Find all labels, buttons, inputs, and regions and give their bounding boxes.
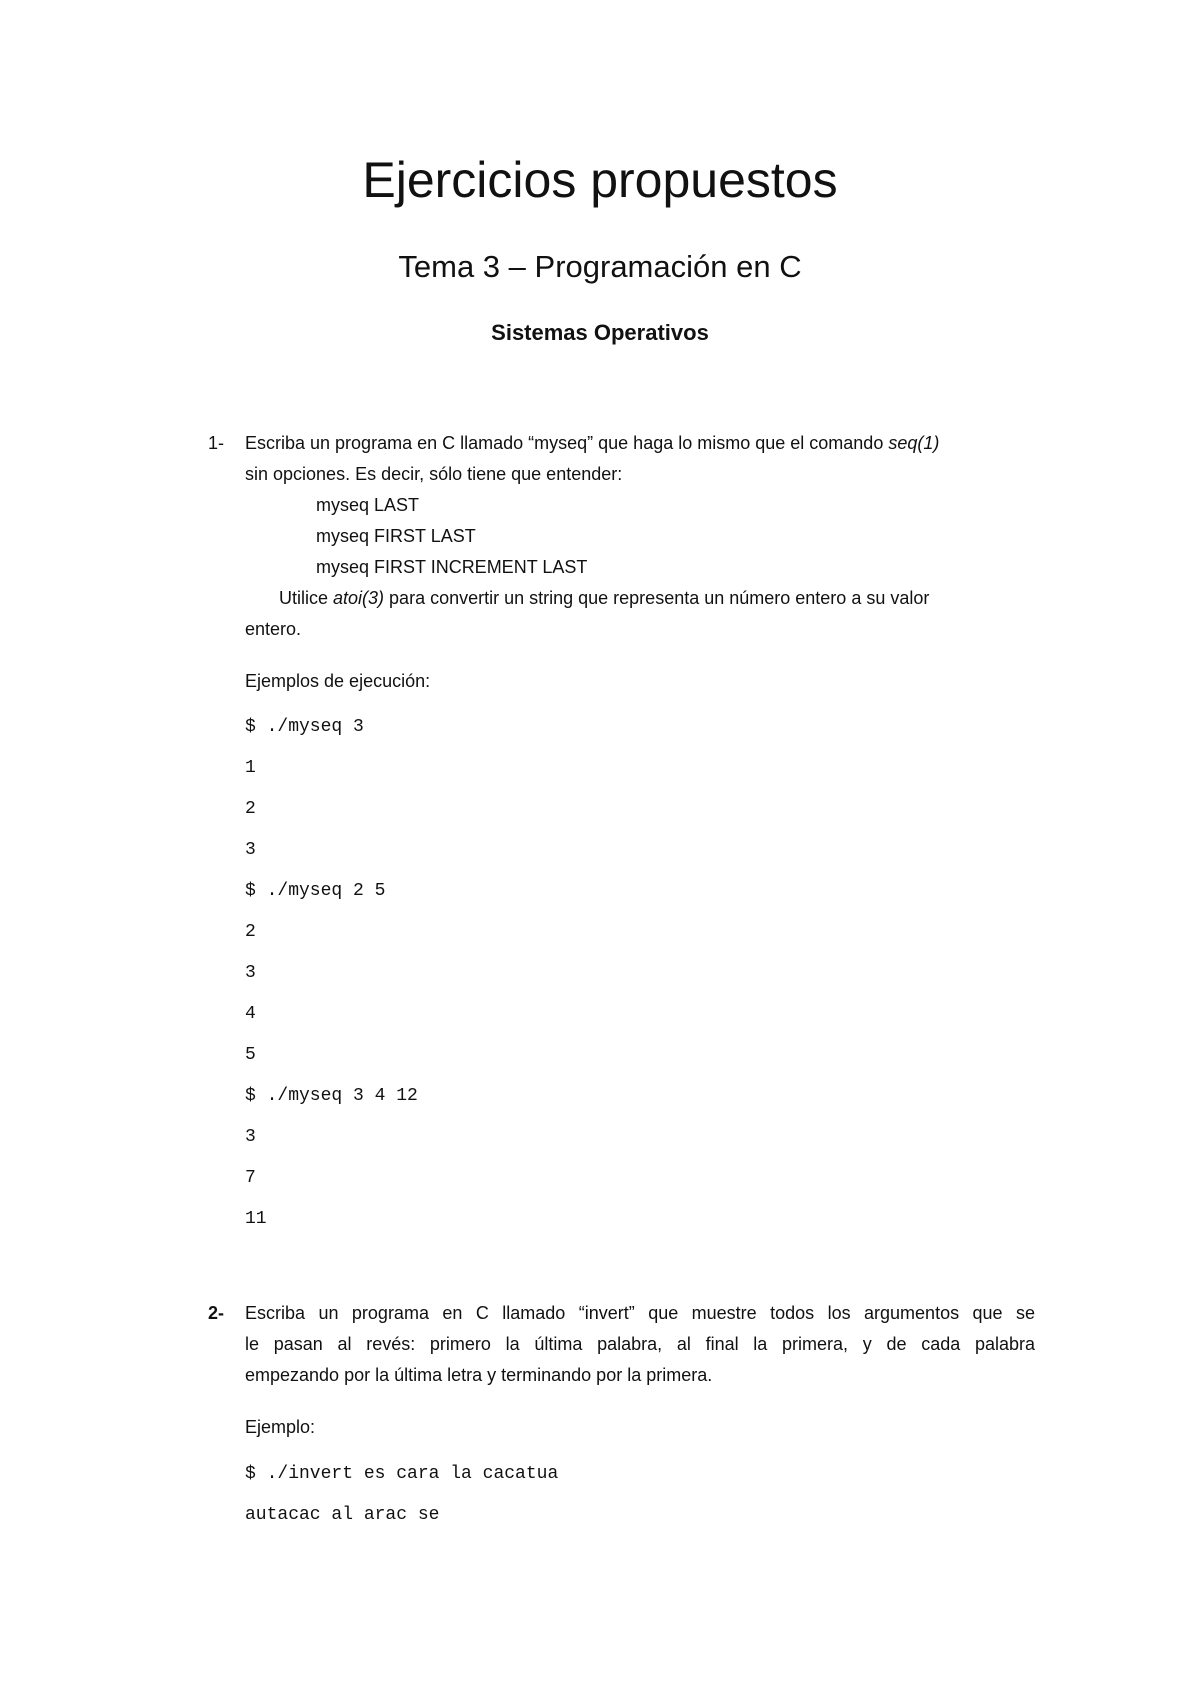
example-label: Ejemplo: xyxy=(245,1417,316,1437)
page-title: Ejercicios propuestos xyxy=(362,152,838,208)
example-output: 7 xyxy=(245,1168,256,1188)
example-output: 2 xyxy=(245,922,256,942)
hint-text: Utilice xyxy=(279,588,334,608)
usage-line: myseq FIRST INCREMENT LAST xyxy=(316,557,588,577)
exercise-1-intro-text: Escriba un programa en C llamado “myseq” que haga lo mismo que el comando xyxy=(245,433,889,453)
hint-text-continued: para convertir un string que representa un número entero a su valor xyxy=(384,588,930,608)
exercise-1-intro-line-2: sin opciones. Es decir, sólo tiene que entender: xyxy=(245,464,623,484)
example-command: $ ./myseq 3 4 12 xyxy=(245,1086,418,1106)
page-subtitle: Tema 3 – Programación en C xyxy=(398,249,802,284)
example-output: 4 xyxy=(245,1004,256,1024)
example-command: $ ./invert es cara la cacatua xyxy=(245,1464,559,1484)
usage-line: myseq LAST xyxy=(316,495,420,515)
exercise-2-number: 2- xyxy=(208,1303,225,1323)
example-output: autacac al arac se xyxy=(245,1505,440,1525)
exercise-1-hint-line-2: entero. xyxy=(245,619,302,639)
example-output: 1 xyxy=(245,758,256,778)
exercise-1-intro-line-1 xyxy=(245,430,1035,456)
example-output: 5 xyxy=(245,1045,256,1065)
exercise-1-hint-line-1 xyxy=(279,585,929,611)
exercise-2-statement xyxy=(245,1298,1035,1391)
example-command: $ ./myseq 3 xyxy=(245,717,364,737)
course-name: Sistemas Operativos xyxy=(491,320,709,345)
exercise-1-number: 1- xyxy=(208,433,225,453)
example-output: 2 xyxy=(245,799,256,819)
hint-function: atoi(3) xyxy=(333,588,385,608)
usage-line: myseq FIRST LAST xyxy=(316,526,476,546)
example-output: 3 xyxy=(245,963,256,983)
example-output: 3 xyxy=(245,840,256,860)
examples-label: Ejemplos de ejecución: xyxy=(245,671,431,691)
example-command: $ ./myseq 2 5 xyxy=(245,881,386,901)
example-output: 3 xyxy=(245,1127,256,1147)
exercise-2-line: empezando por la última letra y terminando por la primera. xyxy=(245,1365,713,1385)
example-output: 11 xyxy=(245,1209,267,1229)
exercise-1-intro-command: seq(1) xyxy=(888,433,940,453)
exercise-2-line: Escriba un programa en C llamado “invert” que muestre todos los argumentos que se xyxy=(245,1303,1035,1323)
exercise-2-line: le pasan al revés: primero la última palabra, al final la primera, y de cada palabra xyxy=(245,1334,1035,1354)
